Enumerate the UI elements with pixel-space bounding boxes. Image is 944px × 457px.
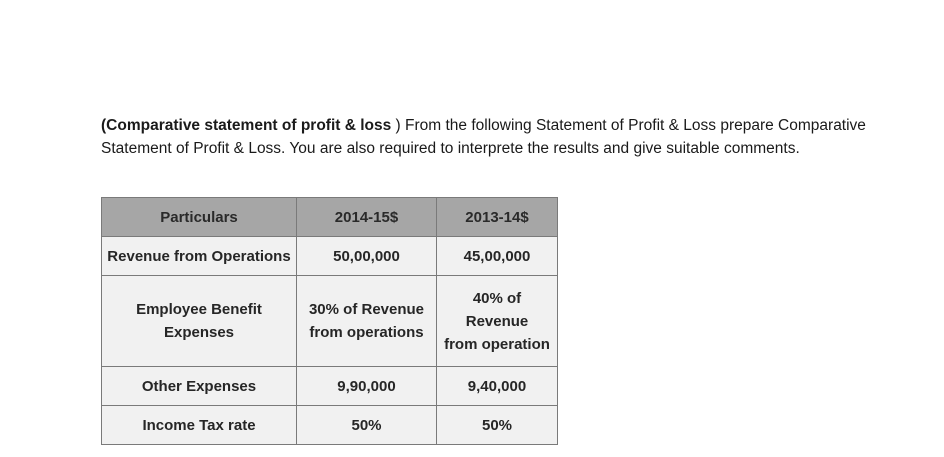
cell-2014-15: 50,00,000 [297,237,437,276]
cell-2013-14 [437,276,558,367]
table-row-revenue [102,237,558,276]
cell-2013-14: 50% [437,406,558,445]
table-row-other-expenses [102,367,558,406]
header-2013-14: 2013-14$ [437,198,558,237]
cell-line: Expenses [163,324,235,341]
question-body: ) From the following Statement of Profit & Loss prepare Comparative Statement of Profit & Loss. You are also required to interprete the results and give suitable comments. [101,117,866,157]
cell-line: from operation [444,335,550,353]
question-text [101,114,901,160]
header-2014-15: 2014-15$ [297,198,437,237]
header-particulars: Particulars [102,198,297,237]
cell-2014-15: 9,90,000 [297,367,437,406]
question-title: (Comparative statement of profit & loss [101,117,392,134]
cell-particular [102,276,297,367]
cell-particular: Revenue from Operations [102,237,297,276]
cell-line: Revenue [465,312,529,330]
cell-2014-15 [297,276,437,367]
profit-loss-table [101,197,558,445]
cell-line: from operations [309,324,424,341]
cropped-text-line [101,447,521,457]
cell-line: 40% of [472,289,522,307]
cell-line: 30% of Revenue [308,301,425,318]
table-header-row [102,198,558,237]
cell-particular: Income Tax rate [102,406,297,445]
cell-line: Employee Benefit [136,301,262,318]
table-row-employee-benefit [102,276,558,367]
cell-2013-14: 9,40,000 [437,367,558,406]
table-row-income-tax [102,406,558,445]
cell-2013-14: 45,00,000 [437,237,558,276]
cell-2014-15: 50% [297,406,437,445]
cell-particular: Other Expenses [102,367,297,406]
